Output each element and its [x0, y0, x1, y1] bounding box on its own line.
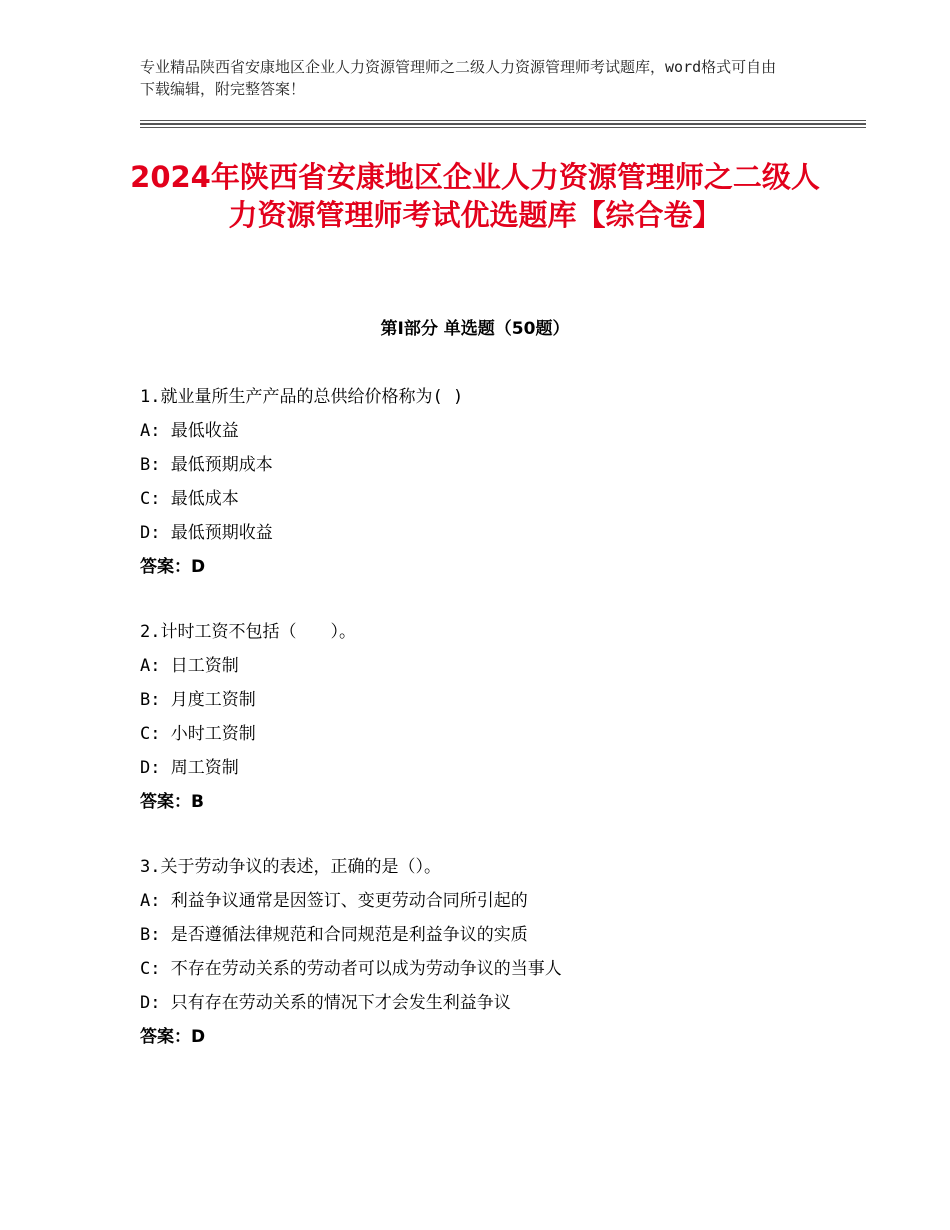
- option-d: D: 只有存在劳动关系的情况下才会发生利益争议: [140, 993, 511, 1013]
- header-rule-bottom: [140, 127, 866, 128]
- header-rule-top: [140, 120, 866, 121]
- option-d: D: 周工资制: [140, 758, 239, 778]
- header-note: 专业精品陕西省安康地区企业人力资源管理师之二级人力资源管理师考试题库，word格式可自由下载编辑，附完整答案！: [140, 58, 777, 98]
- question-stem: 2.计时工资不包括（ ）。: [140, 622, 356, 642]
- option-a: A: 最低收益: [140, 421, 239, 441]
- answer-line: 答案：D: [140, 1027, 206, 1047]
- option-b: B: 是否遵循法律规范和合同规范是利益争议的实质: [140, 925, 528, 945]
- option-a: A: 利益争议通常是因签订、变更劳动合同所引起的: [140, 891, 528, 911]
- option-a: A: 日工资制: [140, 656, 239, 676]
- option-c: C: 不存在劳动关系的劳动者可以成为劳动争议的当事人: [140, 959, 562, 979]
- option-c: C: 小时工资制: [140, 724, 256, 744]
- header-rule-middle: [140, 123, 866, 125]
- section-heading: 第Ⅰ部分 单选题（50题）: [380, 319, 570, 339]
- option-b: B: 月度工资制: [140, 690, 256, 710]
- question-1: [140, 383, 840, 587]
- question-2: [140, 618, 840, 822]
- question-list: [140, 383, 840, 1088]
- option-b: B: 最低预期成本: [140, 455, 273, 475]
- option-c: C: 最低成本: [140, 489, 239, 509]
- question-3: [140, 853, 840, 1057]
- option-d: D: 最低预期收益: [140, 523, 273, 543]
- question-stem: 3.关于劳动争议的表述，正确的是（）。: [140, 857, 441, 877]
- question-stem: 1.就业量所生产产品的总供给价格称为( ): [140, 387, 464, 407]
- answer-line: 答案：D: [140, 557, 206, 577]
- answer-line: 答案：B: [140, 792, 204, 812]
- document-title: 2024年陕西省安康地区企业人力资源管理师之二级人力资源管理师考试优选题库【综合卷】: [130, 160, 820, 232]
